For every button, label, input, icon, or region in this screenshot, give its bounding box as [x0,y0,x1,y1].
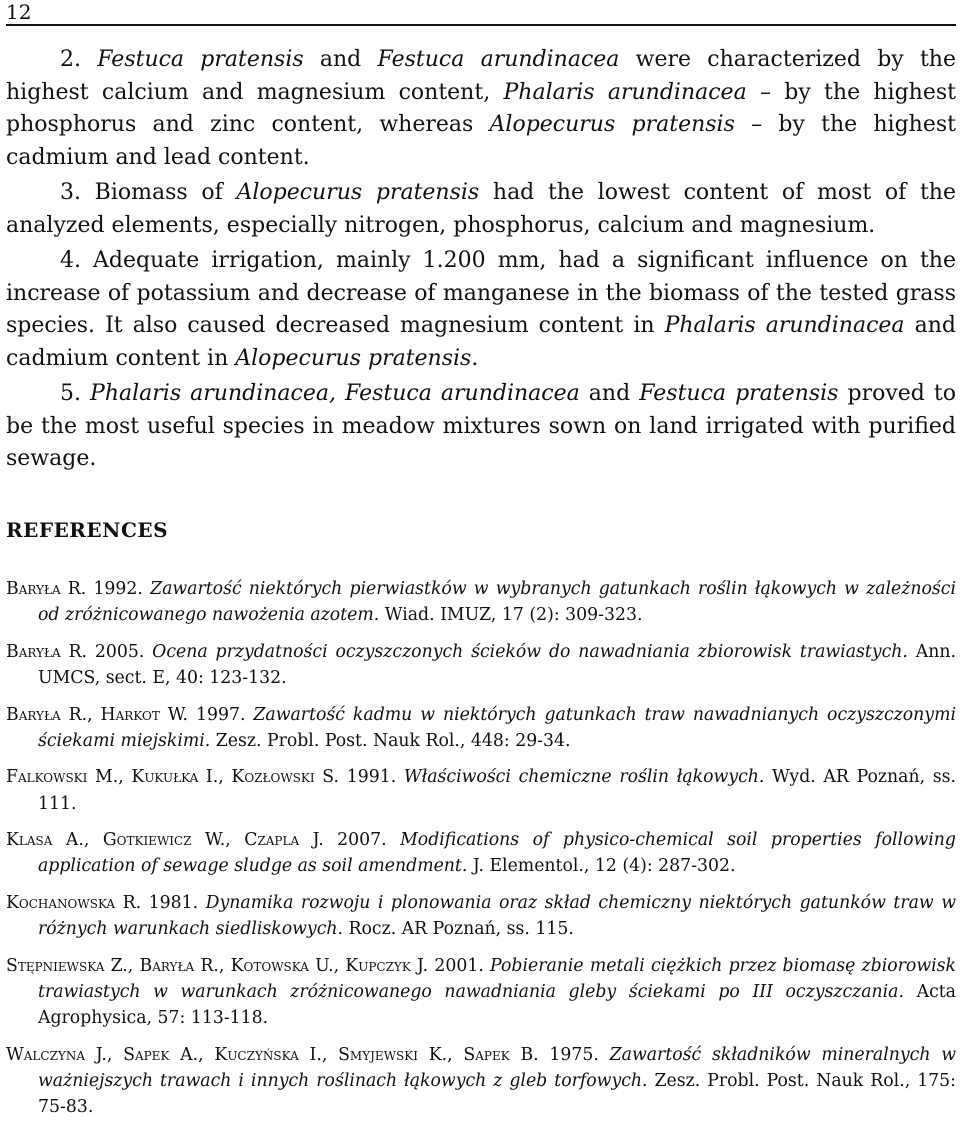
references-list [6,576,956,1131]
reference-authors: Kochanowska R. [6,892,142,913]
reference-source: Acta Agrophysica, 57: 113-118. [38,981,956,1029]
page-number: 12 [6,0,32,24]
reference-source: 1975. [538,1044,610,1065]
species-name: Festuca pratensis [97,47,304,72]
reference-entry [6,953,956,1032]
species-name: Phalaris arundinacea [503,79,747,105]
text-run: proved to be the most useful species in meadow mixtures sown on land irrigated with purified sewage. [6,381,957,471]
text-run: – by the highest cadmium and lead content. [6,112,956,170]
reference-source: 2005. [87,641,153,662]
reference-title: Pobieranie metali ciężkich przez biomasę zbiorowisk trawiastych w warunkach zróżnicowanego nawadniania gleby ściekami po III oczyszczania. [38,955,956,1002]
reference-source: Zesz. Probl. Post. Nauk Rol., 448: 29-34. [210,730,571,751]
reference-entry [6,827,956,879]
reference-source: Wyd. AR Poznań, ss. 111. [38,767,957,814]
text-run: and cadmium content in [6,313,956,371]
reference-entry [6,576,956,628]
reference-source: 1992. [86,579,151,599]
reference-authors: Baryła R. [6,641,87,662]
text-run: 3. Biomass of [60,180,237,205]
text-run: and [303,47,378,72]
references-heading: REFERENCES [6,518,169,542]
text-run: . [471,345,479,371]
reference-source: 1997. [188,704,254,725]
reference-entry [6,764,956,816]
reference-authors: Falkowski M., Kukułka I., Kozłowski S. [6,767,340,788]
reference-title: Dynamika rozwoju i plonowania oraz skład chemiczny niektórych gatunków traw w różnych warunkach siedliskowych. [38,892,956,940]
page-header [6,0,956,26]
reference-title: Zawartość składników mineralnych w ważniejszych trawach i innych roślinach łąkowych z gleb torfowych. [38,1044,956,1091]
reference-source: 1991. [339,767,404,788]
reference-title: Zawartość niektórych pierwiastków w wybranych gatunkach roślin łąkowych w zależności od zróżnicowanego nawożenia azotem. [38,579,956,626]
reference-authors: Klasa A., Gotkiewicz W., Czapla J. [6,830,324,851]
reference-entry [6,639,956,691]
reference-source: Zesz. Probl. Post. Nauk Rol., 175: 75-83. [38,1070,956,1118]
reference-source: 2007. [323,830,401,851]
text-run: were characterized by the highest calcium and magnesium content, [6,47,956,105]
conclusion-paragraph [6,44,956,174]
reference-entry [6,890,956,942]
text-run: had the lowest content of most of the analyzed elements, especially nitrogen, phosphorus, calcium and magnesium. [6,180,956,238]
species-name: Phalaris arundinacea, Festuca arundinacea [90,381,580,406]
reference-source: 2001. [428,955,491,976]
conclusion-paragraph [6,177,956,242]
reference-authors: Baryła R., Harkot W. [6,704,189,725]
reference-source: Wiad. IMUZ, 17 (2): 309-323. [379,605,643,626]
reference-entry [6,702,956,754]
reference-title: Ocena przydatności oczyszczonych ścieków do nawadniania zbiorowisk trawiastych. [152,641,908,662]
reference-source: Ann. UMCS, sect. E, 40: 123-132. [38,641,956,688]
species-name: Phalaris arundinacea [664,313,905,338]
species-name: Alopecurus pratensis [489,112,735,137]
reference-title: Zawartość kadmu w niektórych gatunkach traw nawadnianych oczyszczonymi ściekami miejskimi. [38,704,956,751]
conclusion-paragraph [6,378,956,476]
reference-authors: Baryła R. [6,579,87,599]
reference-title: Właściwości chemiczne roślin łąkowych. [403,767,765,788]
text-run: 2. [60,47,98,72]
text-run: 5. [60,381,91,406]
species-name: Alopecurus pratensis [235,345,472,371]
conclusions-text [6,44,956,476]
reference-authors: Walczyna J., Sapek A., Kuczyńska I., Smyjewski K., Sapek B. [6,1044,539,1065]
species-name: Festuca pratensis [639,381,839,406]
species-name: Alopecurus pratensis [236,180,480,205]
reference-source: J. Elementol., 12 (4): 287-302. [467,856,736,877]
text-run: and [579,381,640,406]
reference-source: 1981. [141,892,206,913]
conclusion-paragraph [6,245,956,375]
reference-entry [6,1042,956,1121]
species-name: Festuca arundinacea [377,47,620,72]
text-run: 4. Adequate irrigation, mainly 1.200 mm, had a significant influence on the increase of potassium and decrease of manganese in the biomass of the tested grass species. It also caused decreased magnesium content in [6,248,956,338]
reference-title: Modifications of physico-chemical soil properties following application of sewage sludge as soil amendment. [38,830,956,877]
reference-authors: Stępniewska Z., Baryła R., Kotowska U., Kupczyk J. [6,955,429,976]
reference-source: Rocz. AR Poznań, ss. 115. [343,919,574,940]
text-run: – by the highest phosphorus and zinc content, whereas [6,79,956,137]
